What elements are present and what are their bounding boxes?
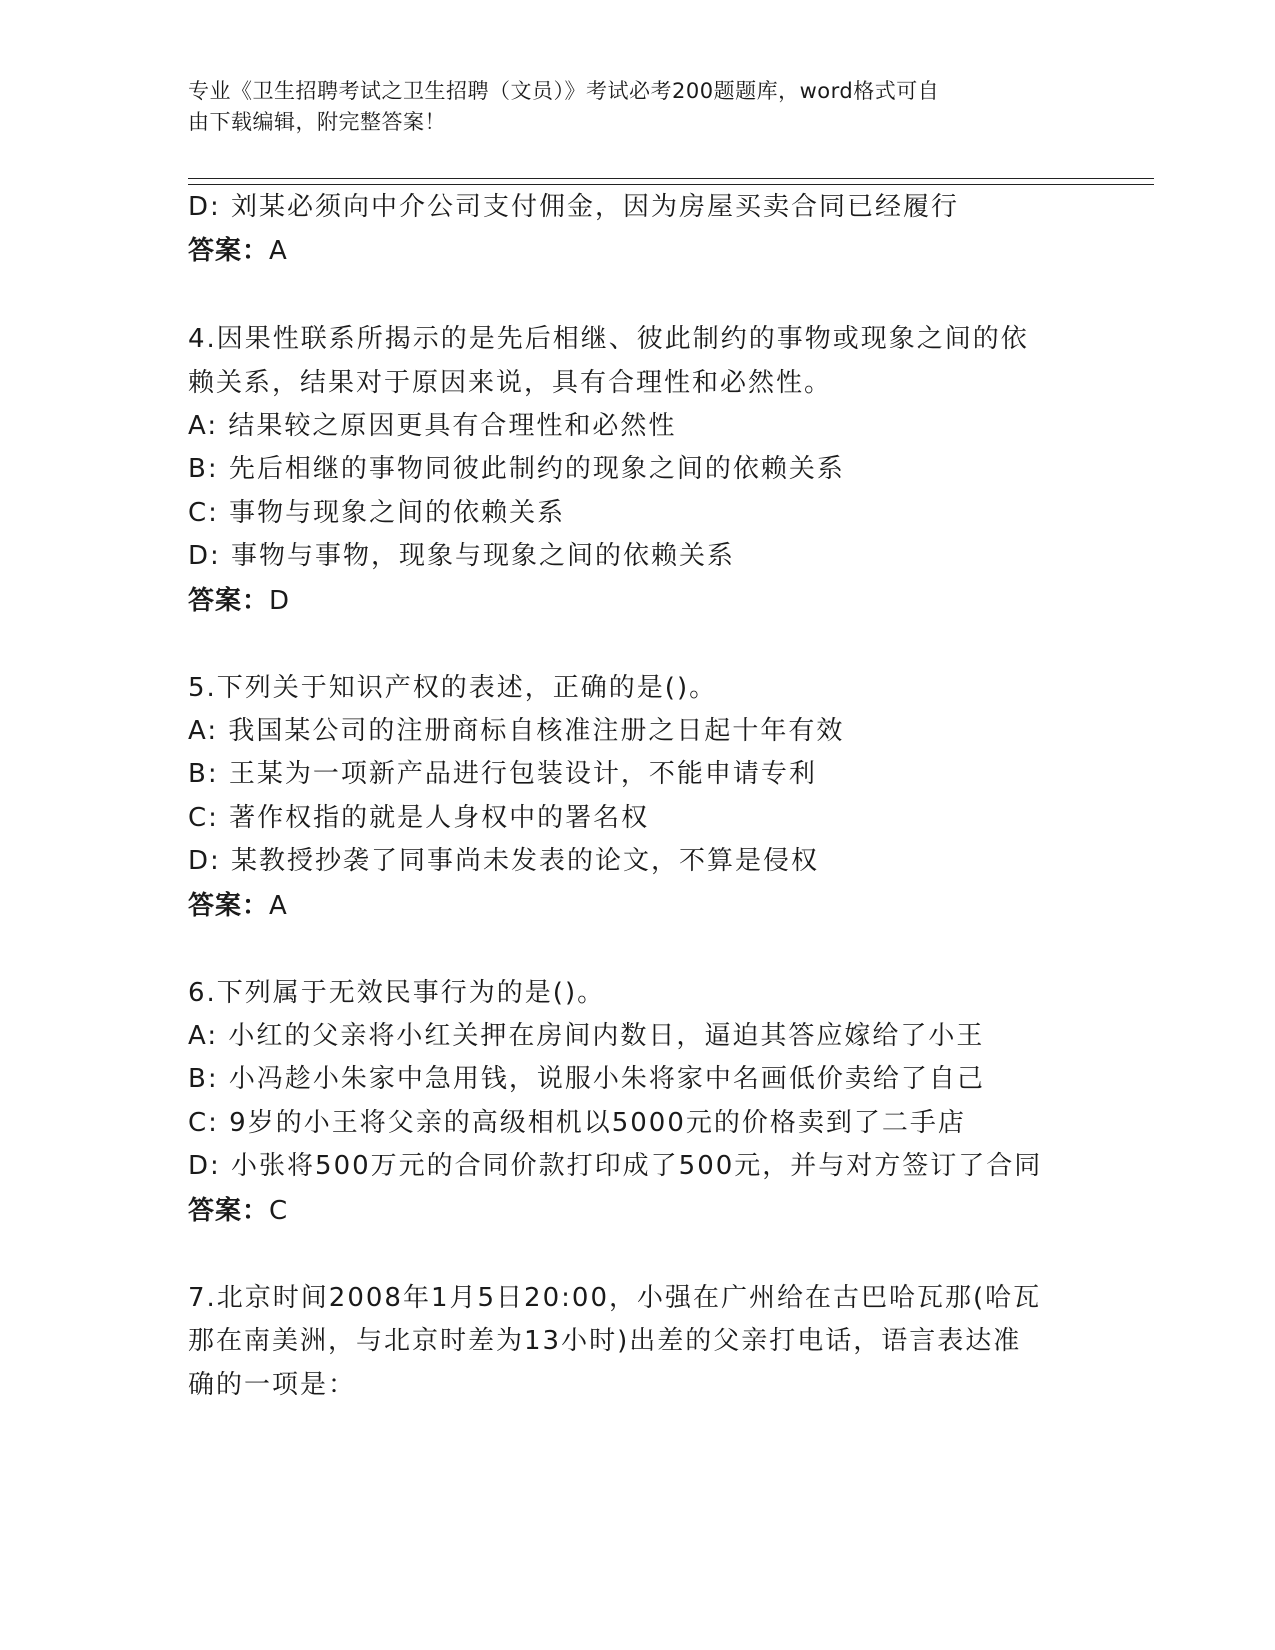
q6-option-d: D: 小张将500万元的合同价款打印成了500元，并与对方签订了合同	[188, 1151, 1043, 1181]
answer-value: A	[269, 236, 288, 266]
q7-stem-line-1: 7.北京时间2008年1月5日20:00，小强在广州给在古巴哈瓦那(哈瓦	[188, 1283, 1042, 1313]
header-line-2: 由下载编辑，附完整答案！	[188, 110, 446, 134]
q4-option-b: B: 先后相继的事物同彼此制约的现象之间的依赖关系	[188, 454, 845, 484]
q6-stem-line-1: 6.下列属于无效民事行为的是()。	[188, 978, 606, 1008]
q5-option-b: B: 王某为一项新产品进行包装设计，不能申请专利	[188, 759, 817, 789]
q5-answer	[188, 885, 288, 922]
q3-answer	[188, 230, 288, 267]
q5-option-c: C: 著作权指的就是人身权中的署名权	[188, 803, 650, 833]
q5-option-a: A: 我国某公司的注册商标自核准注册之日起十年有效	[188, 716, 845, 746]
answer-label: 答案：	[188, 891, 270, 921]
q4-answer	[188, 580, 290, 617]
q3-option-d: D: 刘某必须向中介公司支付佣金，因为房屋买卖合同已经履行	[188, 192, 960, 222]
q4-option-c: C: 事物与现象之间的依赖关系	[188, 498, 566, 528]
answer-label: 答案：	[188, 586, 270, 616]
q6-answer	[188, 1190, 288, 1227]
q7-stem-line-2: 那在南美洲，与北京时差为13小时)出差的父亲打电话，语言表达准	[188, 1326, 1022, 1356]
header-divider-bottom	[188, 184, 1154, 185]
answer-value: D	[269, 586, 291, 616]
q4-option-d: D: 事物与事物，现象与现象之间的依赖关系	[188, 541, 736, 571]
q5-stem-line-1: 5.下列关于知识产权的表述，正确的是()。	[188, 673, 718, 703]
q4-stem-line-1: 4.因果性联系所揭示的是先后相继、彼此制约的事物或现象之间的依	[188, 324, 1029, 354]
answer-value: A	[269, 891, 288, 921]
q6-option-b: B: 小冯趁小朱家中急用钱，说服小朱将家中名画低价卖给了自己	[188, 1064, 985, 1094]
header-line-1: 专业《卫生招聘考试之卫生招聘（文员）》考试必考200题题库，word格式可自	[188, 79, 940, 103]
document-header	[188, 76, 1068, 138]
q4-option-a: A: 结果较之原因更具有合理性和必然性	[188, 411, 677, 441]
q5-option-d: D: 某教授抄袭了同事尚未发表的论文，不算是侵权	[188, 846, 820, 876]
q6-option-c: C: 9岁的小王将父亲的高级相机以5000元的价格卖到了二手店	[188, 1108, 966, 1138]
answer-label: 答案：	[188, 236, 270, 266]
answer-label: 答案：	[188, 1196, 270, 1226]
q7-stem-line-3: 确的一项是：	[188, 1370, 357, 1400]
q6-option-a: A: 小红的父亲将小红关押在房间内数日，逼迫其答应嫁给了小王	[188, 1021, 985, 1051]
q4-stem-line-2: 赖关系，结果对于原因来说，具有合理性和必然性。	[188, 368, 833, 398]
header-divider-top	[188, 178, 1154, 179]
answer-value: C	[269, 1196, 289, 1226]
